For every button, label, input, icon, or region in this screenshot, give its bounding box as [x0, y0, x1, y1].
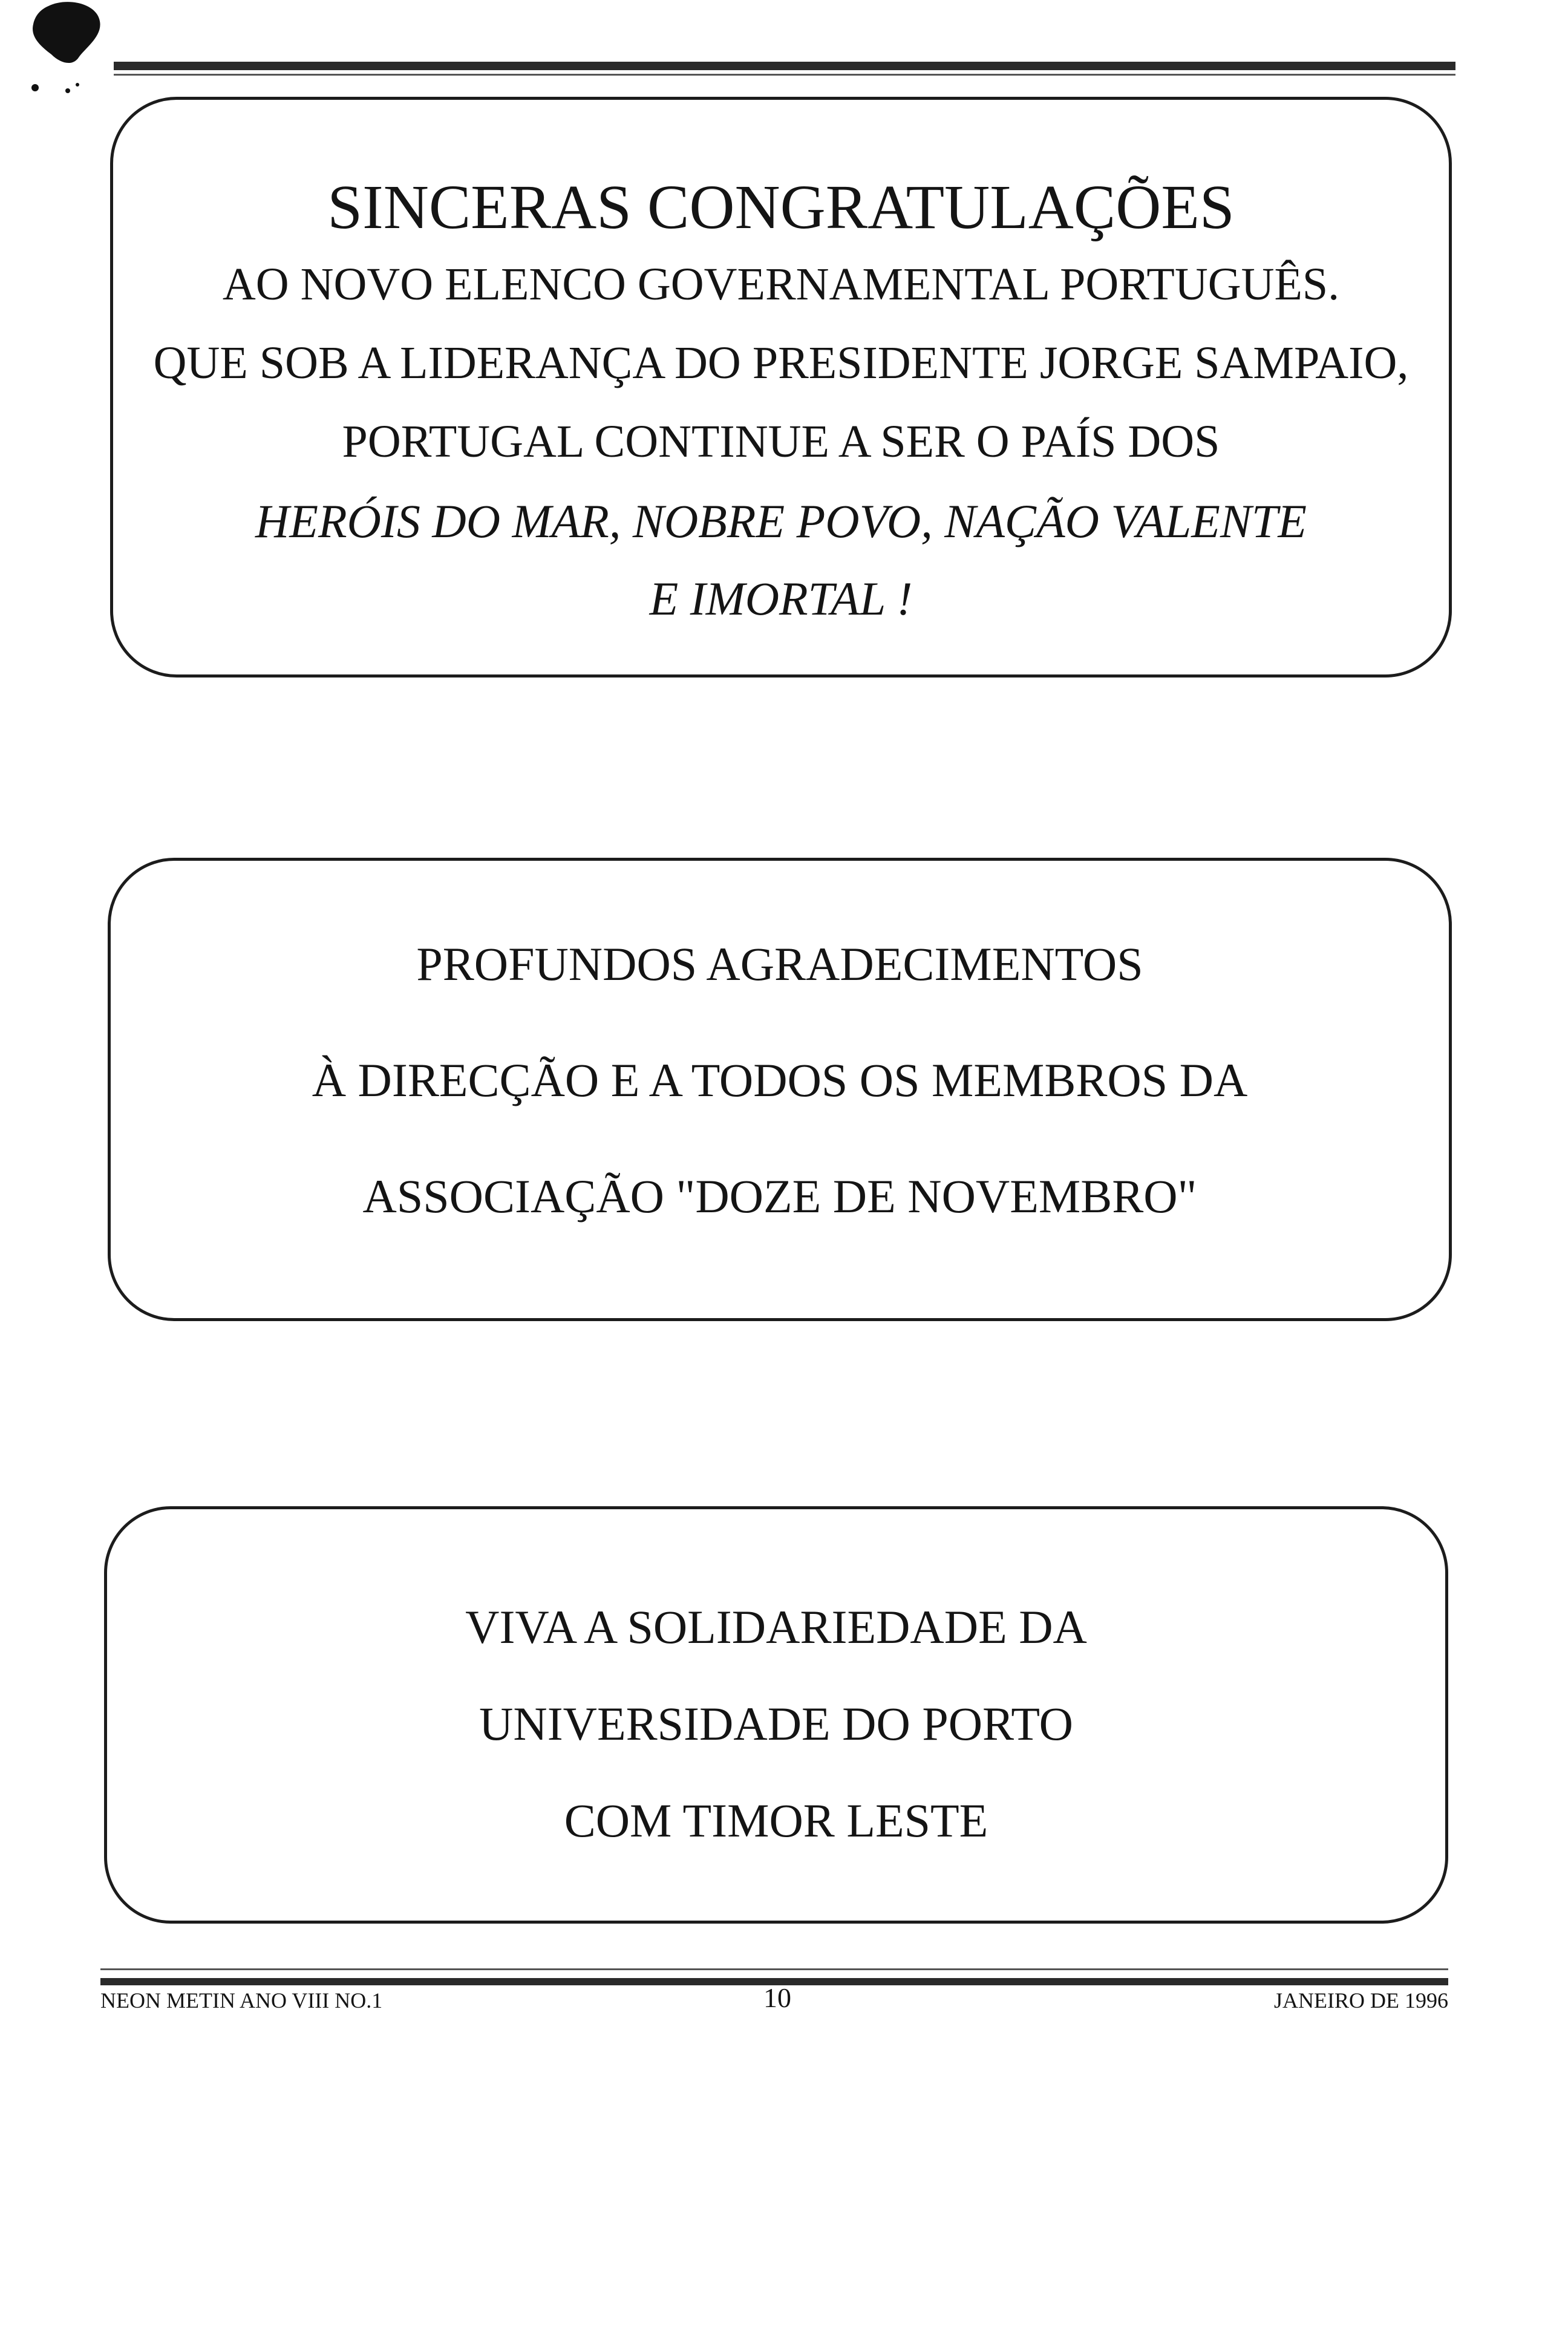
footer-page-number: 10 [763, 1982, 791, 2013]
thanks-line-2: À DIRECÇÃO E A TODOS OS MEMBROS DA [312, 1054, 1248, 1106]
congratulations-line-2: QUE SOB A LIDERANÇA DO PRESIDENTE JORGE SAMPAIO, [153, 338, 1409, 388]
thanks-line-1: PROFUNDOS AGRADECIMENTOS [416, 938, 1143, 990]
thanks-box [108, 858, 1452, 1321]
congratulations-title: SINCERAS CONGRATULAÇÕES [327, 172, 1235, 242]
solidarity-line-2: UNIVERSIDADE DO PORTO [479, 1697, 1073, 1750]
solidarity-line-3: COM TIMOR LESTE [564, 1794, 988, 1847]
thanks-line-3: ASSOCIAÇÃO "DOZE DE NOVEMBRO" [362, 1170, 1197, 1223]
footer-publication: NEON METIN ANO VIII NO.1 [100, 1988, 383, 2013]
footer-date: JANEIRO DE 1996 [1274, 1988, 1448, 2013]
congratulations-line-5: E IMORTAL ! [649, 572, 913, 625]
solidarity-line-1: VIVA A SOLIDARIEDADE DA [465, 1601, 1087, 1653]
congratulations-line-3: PORTUGAL CONTINUE A SER O PAÍS DOS [342, 416, 1220, 467]
congratulations-box [110, 97, 1452, 677]
congratulations-line-1: AO NOVO ELENCO GOVERNAMENTAL PORTUGUÊS. [222, 259, 1340, 310]
solidarity-box [104, 1506, 1448, 1924]
ink-blot-icon [24, 0, 115, 103]
congratulations-line-4: HERÓIS DO MAR, NOBRE POVO, NAÇÃO VALENTE [255, 495, 1307, 547]
top-rule [114, 62, 1455, 70]
